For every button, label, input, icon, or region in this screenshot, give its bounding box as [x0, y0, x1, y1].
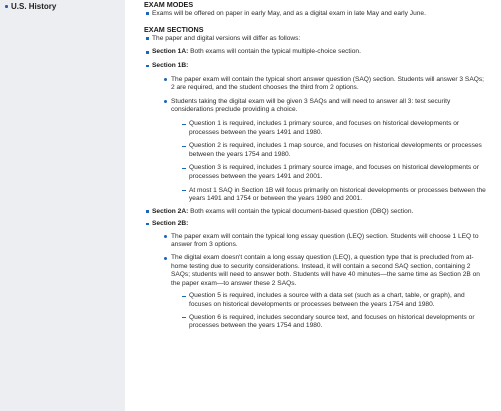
- subject-label: [5, 2, 56, 11]
- exam-sections-intro: The paper and digital versions will differ as follows:: [144, 35, 489, 44]
- exam-modes-item: Exams will be offered on paper in early May, and as a digital exam in late May and early June.: [144, 10, 489, 19]
- question-2-item: Question 2 is required, includes 1 map source, and focuses on historical developments or processes between the years 1754 and 1980.: [144, 142, 489, 159]
- section-2b-label: Section 2B:: [152, 220, 189, 228]
- section-1b-item: [144, 62, 489, 71]
- question-6-item: Question 6 is required, includes secondary source text, and focuses on historical developments or processes between the years 1754 and 1980.: [144, 314, 489, 331]
- exam-modes-heading: EXAM MODES: [144, 0, 194, 9]
- subject-column: [0, 0, 125, 411]
- square-bullet-icon: [5, 5, 8, 8]
- section-2a-item: [144, 208, 489, 217]
- section-1a-text: Both exams will contain the typical multiple-choice section.: [188, 48, 361, 56]
- saq-focus-item: At most 1 SAQ in Section 1B will focus primarily on historical developments or processes between the years 1491 and 1754 or between the years 1980 and 2001.: [144, 187, 489, 204]
- question-5-item: Question 5 is required, includes a source with a data set (such as a chart, table, or graph), and focuses on historical developments or processes between the years 1754 and 1980.: [144, 292, 489, 309]
- section-2a-label: Section 2A:: [152, 207, 189, 215]
- content-column: [144, 1, 489, 331]
- section-1a-label: Section 1A:: [152, 48, 189, 56]
- section-1a-item: [144, 48, 489, 57]
- section-2b-item: [144, 220, 489, 229]
- section-1b-digital-item: Students taking the digital exam will be given 3 SAQs and will need to answer all 3: test security considerations preclude providing a choice.: [144, 98, 489, 115]
- section-2b-paper-item: The paper exam will contain the typical long essay question (LEQ) section. Students will choose 1 LEQ to answer from 3 options.: [144, 233, 489, 250]
- section-1b-label: Section 1B:: [152, 61, 189, 69]
- question-1-item: Question 1 is required, includes 1 primary source, and focuses on historical developments or processes between the years 1491 and 1980.: [144, 120, 489, 137]
- subject-text: U.S. History: [11, 2, 57, 11]
- section-1b-paper-item: The paper exam will contain the typical short answer question (SAQ) section. Students will answer 3 SAQs; 2 are required, and the student chooses the third from 2 options.: [144, 76, 489, 93]
- section-2b-digital-item: The digital exam doesn't contain a long essay question (LEQ), a question type that is precluded from at-home testing due to security considerations. Instead, it will contain a second SAQ section, containing 2 SAQs; students will need to answer both. Students will have 40 minutes—the same time as Section 2B on the paper exam—to answer these 2 SAQs.: [144, 254, 489, 288]
- question-3-item: Question 3 is required, includes 1 primary source image, and focuses on historical developments or processes between the years 1491 and 2001.: [144, 164, 489, 181]
- section-2a-text: Both exams will contain the typical document-based question (DBQ) section.: [188, 207, 414, 215]
- exam-sections-heading: EXAM SECTIONS: [144, 25, 204, 35]
